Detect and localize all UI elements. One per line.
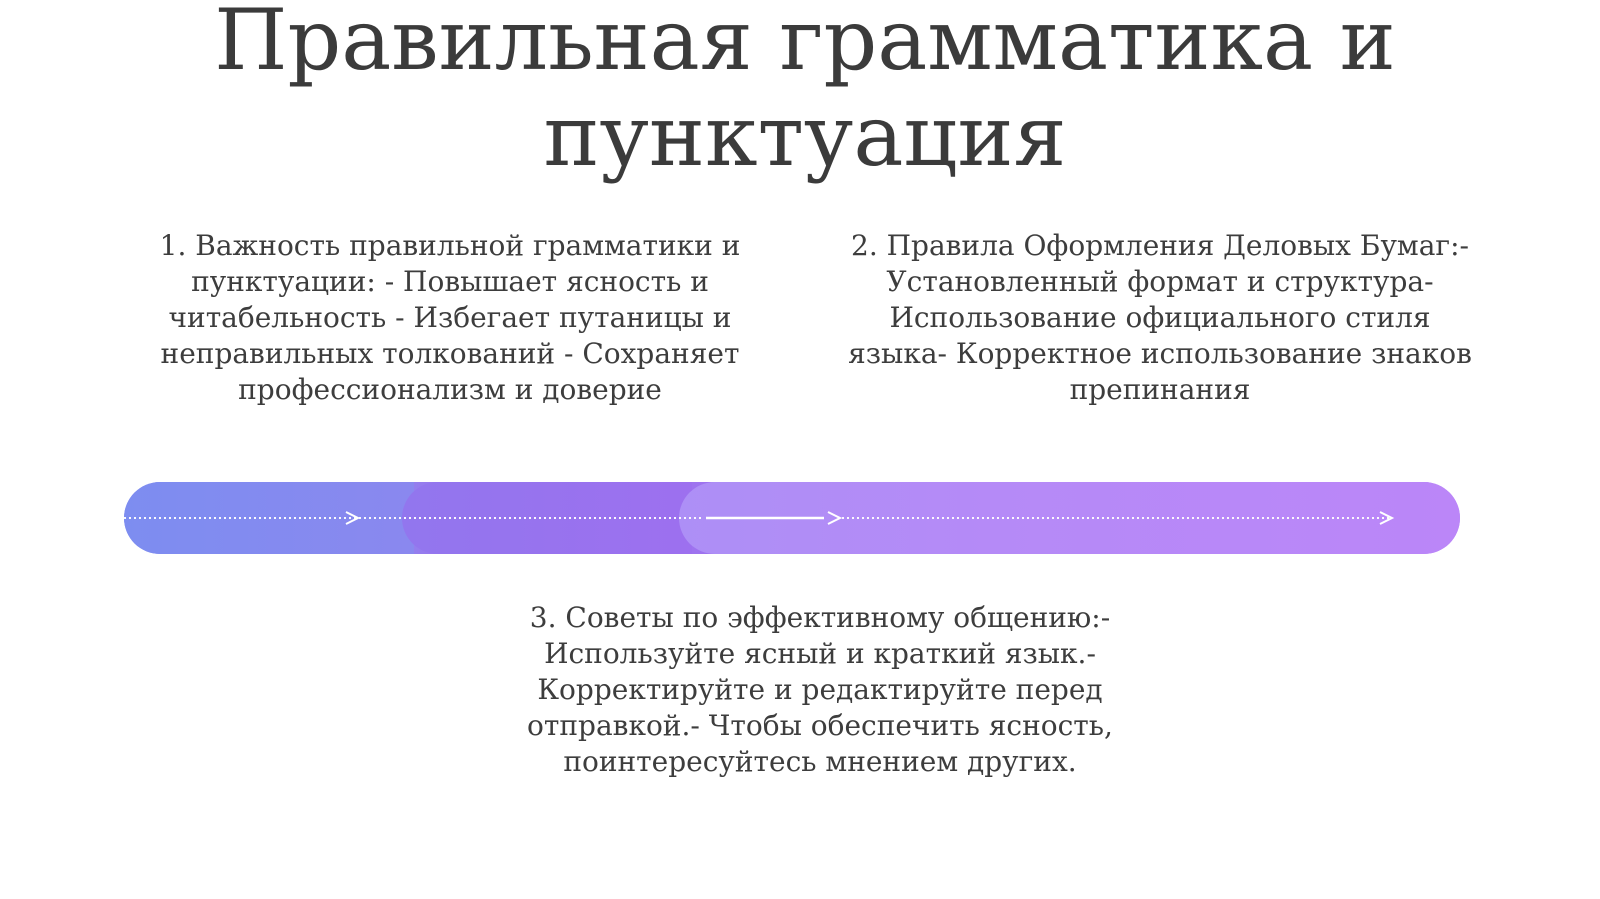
point-communication-tips: 3. Советы по эффективному общению:- Используйте ясный и краткий язык.- Корректируйте и редактируйте перед отправкой.- Чтобы обеспечить ясность, поинтересуйтесь мнением других. bbox=[527, 601, 1113, 778]
arrow-head-2-icon bbox=[828, 512, 840, 524]
point-grammar-importance: 1. Важность правильной грамматики и пунктуации: - Повышает ясность и читабельность - Избегает путаницы и неправильных толкований - Сохраняет профессионализм и доверие bbox=[159, 229, 741, 406]
point-business-paper-rules: 2. Правила Оформления Деловых Бумаг:- Установленный формат и структура- Использование официального стиля языка- Корректное использование знаков препинания bbox=[848, 229, 1472, 406]
arrow-head-1-icon bbox=[346, 512, 358, 524]
arrow-head-3-icon bbox=[1380, 512, 1392, 524]
slide-title: Правильная грамматика и пунктуация bbox=[214, 0, 1396, 185]
timeline-arrows bbox=[124, 482, 1460, 554]
timeline-bar bbox=[124, 482, 1460, 554]
